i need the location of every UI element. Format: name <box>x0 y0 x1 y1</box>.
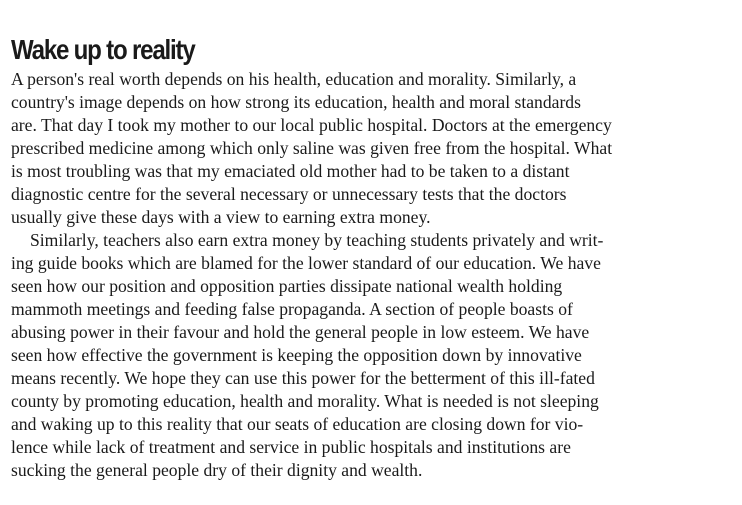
paragraph-line: means recently. We hope they can use this power for the betterment of this ill-fated <box>11 368 595 388</box>
paragraph-line: county by promoting education, health and morality. What is needed is not sleeping <box>11 391 599 411</box>
paragraph-line: lence while lack of treatment and service in public hospitals and institutions are <box>11 437 571 457</box>
article-paragraph-2 <box>11 229 733 482</box>
paragraph-line: abusing power in their favour and hold the general people in low esteem. We have <box>11 322 590 342</box>
paragraph-line: country's image depends on how strong its education, health and moral standards <box>11 92 581 112</box>
paragraph-line: Similarly, teachers also earn extra money by teaching students privately and writ- <box>30 230 604 250</box>
paragraph-line: are. That day I took my mother to our local public hospital. Doctors at the emergency <box>11 115 612 135</box>
paragraph-line: prescribed medicine among which only saline was given free from the hospital. What <box>11 138 613 158</box>
letter-article <box>11 32 733 482</box>
paragraph-line: A person's real worth depends on his health, education and morality. Similarly, a <box>11 69 577 89</box>
paragraph-line: seen how effective the government is keeping the opposition down by innovative <box>11 345 582 365</box>
article-paragraph-1 <box>11 68 733 229</box>
article-headline: Wake up to reality <box>11 34 195 65</box>
paragraph-line: usually give these days with a view to earning extra money. <box>11 207 431 227</box>
paragraph-line: is most troubling was that my emaciated old mother had to be taken to a distant <box>11 161 570 181</box>
paragraph-line: and waking up to this reality that our seats of education are closing down for vio- <box>11 414 584 434</box>
paragraph-line: diagnostic centre for the several necessary or unnecessary tests that the doctors <box>11 184 567 204</box>
paragraph-line: mammoth meetings and feeding false propaganda. A section of people boasts of <box>11 299 573 319</box>
paragraph-line: seen how our position and opposition parties dissipate national wealth holding <box>11 276 563 296</box>
paragraph-line: ing guide books which are blamed for the lower standard of our education. We have <box>11 253 601 273</box>
paragraph-line: sucking the general people dry of their dignity and wealth. <box>11 460 423 480</box>
